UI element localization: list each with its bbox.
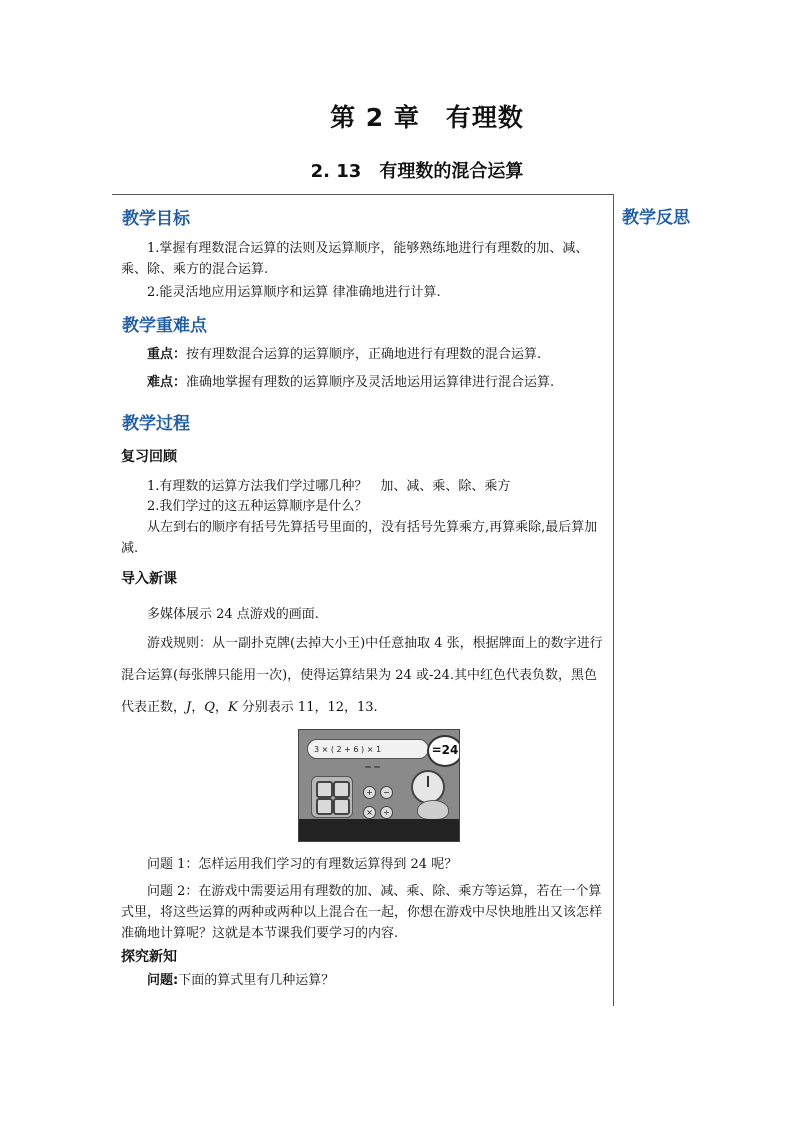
explore-question [121,970,609,991]
explore-title: 探究新知 [121,949,177,965]
key-point [121,344,609,365]
explore-label: 问题: [147,973,179,988]
game-rules-text: 游戏规则：从一副扑克牌(去掉大小王)中任意抽取 4 张，根据牌面上的数字进行混合运算(每张牌只能用一次)，使得运算结果为 24 或-24.其中红色代表负数，黑色代表正数， [121,636,603,715]
game-result-badge: =24 [427,735,460,767]
review-answer-2: 从左到右的顺序有括号先算括号里面的，没有括号先算乘方,再算乘除,最后算加减. [121,520,598,556]
difficult-text: 准确地掌握有理数的运算顺序及灵活地运用运算律进行混合运算. [186,375,555,390]
game-rules: 游戏规则：从一副扑克牌(去掉大小王)中任意抽取 4 张，根据牌面上的数字进行混合运算(每张牌只能用一次)，使得运算结果为 24 或-24.其中红色代表负数，黑色代表正数，J，Q，K 分别表示 11，12，13. [121,636,603,715]
explore-text: 下面的算式里有几种运算？ [178,973,335,988]
rule-k: K [227,700,238,715]
card-slot [316,798,333,815]
clock-icon [411,770,445,804]
chapter-title: 第 2 章 有理数 [330,103,524,132]
minus-icon: − [380,786,393,799]
reflection-heading: 教学反思 [622,208,690,228]
review-title: 复习回顾 [121,449,177,465]
divide-icon: ÷ [380,806,393,819]
intro-paragraph-1: 多媒体展示 24 点游戏的画面. [147,607,319,622]
card-slot [333,781,350,798]
game-expression: 3 × ( 2 + 6 ) × 1 [307,739,429,759]
review-question-2: 2.我们学过的这五种运算顺序是什么？ [147,499,368,514]
objective-item-2: 2.能灵活地应用运算顺序和运算 律准确地进行计算. [147,285,441,300]
intro-title: 导入新课 [121,571,177,587]
key-text: 按有理数混合运算的运算顺序，正确地进行有理数的混合运算. [186,347,542,362]
rule-q: Q [204,700,215,715]
intro-question-1: 问题 1：怎样运用我们学习的有理数运算得到 24 呢？ [147,857,458,872]
times-icon: × [363,806,376,819]
game-buttons [365,763,383,770]
review-question-1: 1.有理数的运算方法我们学过哪几种？ 加、减、乘、除、乘方 [147,479,511,494]
difficult-label: 难点： [147,375,187,390]
card-slot [333,798,350,815]
intro-question-2: 问题 2：在游戏中需要运用有理数的加、减、乘、除、乘方等运算，若在一个算式里，将这些运算的两种或两种以上混合在一起，你想在游戏中尽快地胜出又该怎样准确地计算呢？这就是本节课我们要学习的内容. [121,884,603,941]
card-slot [316,781,333,798]
plus-icon: + [363,786,376,799]
key-label: 重点： [147,347,187,362]
game-tip-bar [299,819,459,841]
game-24-screenshot [298,729,460,842]
mascot-icon [417,800,449,820]
difficult-point [121,372,609,393]
process-heading: 教学过程 [122,414,190,434]
table-top-border [112,194,614,195]
key-points-heading: 教学重难点 [122,316,207,336]
game-rules-tail: 分别表示 11，12，13. [241,700,378,715]
rule-j: J [186,700,192,715]
column-divider [613,194,614,1006]
section-title: 2. 13 有理数的混合运算 [310,161,524,182]
objective-item-1: 1.掌握有理数混合运算的法则及运算顺序，能够熟练地进行有理数的加、减、乘、除、乘方的混合运算. [121,241,589,277]
objectives-heading: 教学目标 [122,209,190,229]
game-card-grid [311,776,353,818]
